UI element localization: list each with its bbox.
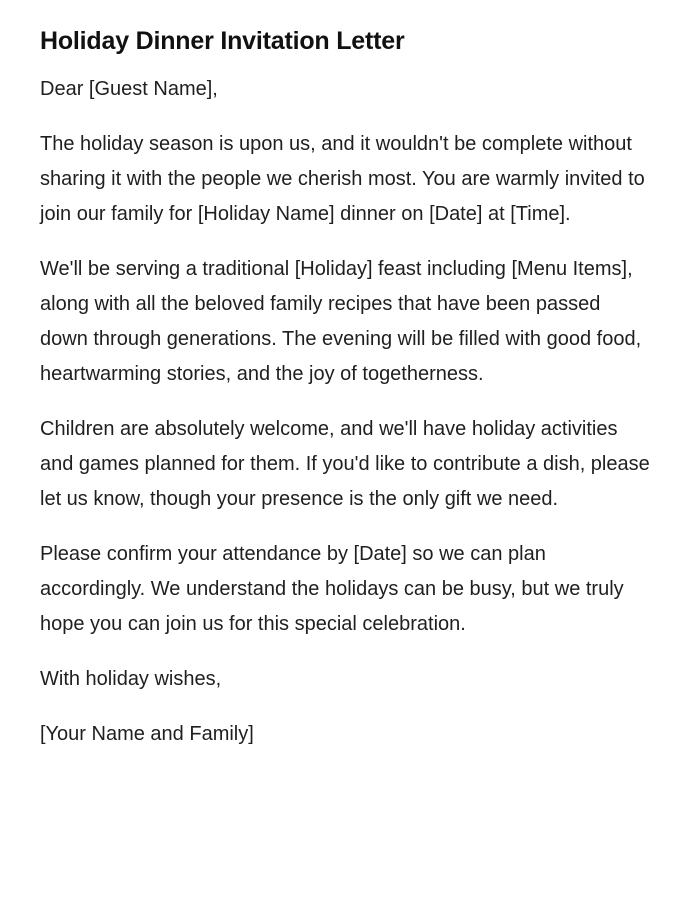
closing: With holiday wishes, — [40, 668, 222, 690]
body-paragraph-3: Children are absolutely welcome, and we'll have holiday activities and games planned for them. If you'd like to contribute a dish, please let us know, though your presence is the only gift we need. — [40, 418, 650, 510]
letter-title: Holiday Dinner Invitation Letter — [40, 27, 405, 55]
body-paragraph-1: The holiday season is upon us, and it wouldn't be complete without sharing it with the people we cherish most. You are warmly invited to join our family for [Holiday Name] dinner on [Date] at [Time]. — [40, 133, 645, 225]
signature: [Your Name and Family] — [40, 723, 254, 745]
body-paragraph-2: We'll be serving a traditional [Holiday] feast including [Menu Items], along with all the beloved family recipes that have been passed down through generations. The evening will be filled with good food, heartwarming stories, and the joy of togetherness. — [40, 258, 642, 385]
salutation: Dear [Guest Name], — [40, 78, 218, 100]
body-paragraph-4: Please confirm your attendance by [Date] so we can plan accordingly. We understand the holidays can be busy, but we truly hope you can join us for this special celebration. — [40, 543, 624, 635]
